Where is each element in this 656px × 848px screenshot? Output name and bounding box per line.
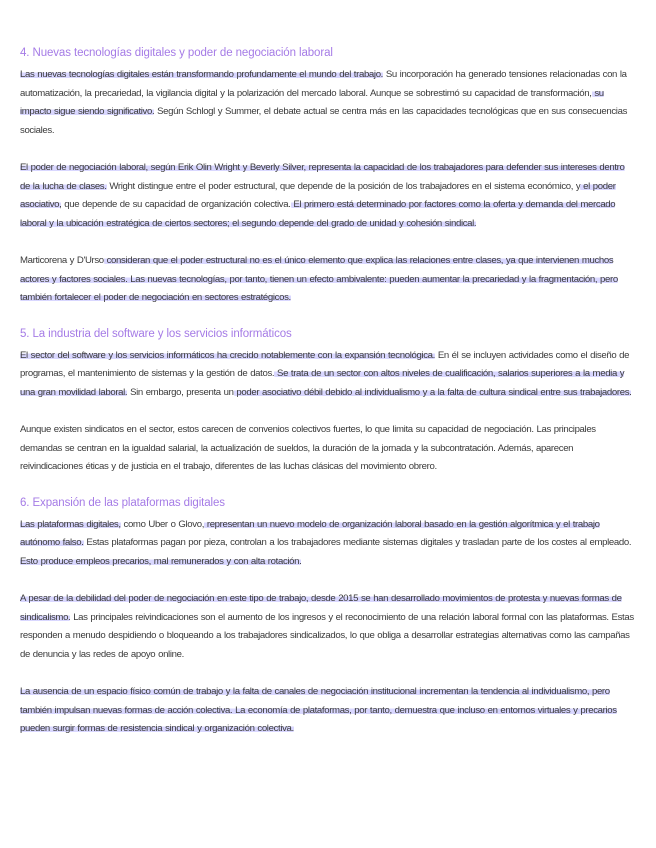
highlighted-text: Las plataformas digitales, bbox=[20, 518, 121, 530]
highlighted-text: El poder de negociación laboral, según Erik Olin Wright y Beverly Silver, representa la capacidad de los trabajadores para defender sus intereses dentro de la lucha de clases. bbox=[20, 162, 625, 192]
text-run: como Uber o Glovo, bbox=[120, 518, 205, 530]
highlighted-text: representan un nuevo modelo de organización laboral basado en la gestión algorítmica y el trabajo autónomo falso. bbox=[20, 518, 600, 548]
paragraph bbox=[20, 252, 634, 308]
paragraph bbox=[20, 683, 634, 739]
section-industria-software bbox=[20, 327, 634, 477]
section-plataformas-digitales bbox=[20, 496, 634, 739]
section-heading: 4. Nuevas tecnologías digitales y poder de negociación laboral bbox=[20, 47, 333, 59]
paragraph bbox=[20, 421, 634, 477]
highlighted-text: el poder asociativo, bbox=[20, 180, 616, 210]
highlighted-text: consideran que el poder estructural no es el único elemento que explica las relaciones entre clases, ya que intervienen muchos actores y factores sociales. Las nuevas tecnologías, por tanto, tienen un efecto ambivalente: pueden aumentar la precariedad y la fragmentación, pero también fortalecer el poder de negociación en sectores estratégicos. bbox=[20, 255, 618, 303]
highlighted-text: A pesar de la debilidad del poder de negociación en este tipo de trabajo, desde 2015 se han desarrollado movimientos de protesta y nuevas formas de sindicalismo. bbox=[20, 593, 622, 623]
text-run: Aunque existen sindicatos en el sector, estos carecen de convenios colectivos fuertes, lo que limita su capacidad de negociación. Las principales demandas se centran en la igualdad salarial, la actualización de sueldos, la duración de la jornada y la subcontratación. Además, aparecen reivindicaciones éticas y de justicia en el trabajo, diferentes de las luchas clásicas del movimiento obrero. bbox=[20, 424, 596, 472]
highlighted-text: La ausencia de un espacio físico común de trabajo y la falta de canales de negociación institucional incrementan la tendencia al individualismo, pero también impulsan nuevas formas de acción colectiva. La economía de plataformas, por tanto, demuestra que incluso en entornos virtuales y precarios pueden surgir formas de resistencia sindical y organización colectiva. bbox=[20, 686, 617, 734]
highlighted-text: El sector del software y los servicios informáticos ha crecido notablemente con la expansión tecnológica. bbox=[20, 349, 435, 361]
text-run: Su incorporación ha generado tensiones relacionadas con la automatización, la precariedad, la vigilancia digital y la polarización del mercado laboral. Aunque se sobrestimó su capacidad de transformación, bbox=[20, 69, 627, 99]
highlighted-text: Se trata de un sector con altos niveles de cualificación, salarios superiores a la media y una gran movilidad laboral. bbox=[20, 368, 625, 398]
highlighted-text: su impacto sigue siendo significativo. bbox=[20, 87, 604, 117]
paragraph bbox=[20, 516, 634, 572]
paragraph bbox=[20, 159, 634, 233]
text-run: En él se incluyen actividades como el diseño de programas, el mantenimiento de sistemas y la gestión de datos. bbox=[20, 349, 630, 379]
highlighted-text: poder asociativo débil debido al individualismo y a la falta de cultura sindical entre sus trabajadores. bbox=[233, 386, 632, 398]
text-run: Según Schlogl y Summer, el debate actual se centra más en las capacidades tecnológicas que en sus consecuencias sociales. bbox=[20, 106, 628, 136]
highlighted-text: Esto produce empleos precarios, mal remunerados y con alta rotación. bbox=[20, 555, 302, 567]
section-heading: 5. La industria del software y los servicios informáticos bbox=[20, 327, 292, 340]
section-nuevas-tecnologias bbox=[20, 46, 634, 308]
text-run: Marticorena y D'Urso bbox=[20, 255, 104, 266]
text-run: que depende de su capacidad de organización colectiva. bbox=[61, 199, 291, 210]
highlighted-text: Las nuevas tecnologías digitales están transformando profundamente el mundo del trabajo. bbox=[20, 69, 383, 80]
text-run: Sin embargo, presenta un bbox=[127, 386, 234, 398]
text-run: Estas plataformas pagan por pieza, controlan a los trabajadores mediante sistemas digitales y trasladan parte de los costes al empleado. bbox=[83, 537, 632, 548]
paragraph bbox=[20, 590, 634, 664]
section-heading: 6. Expansión de las plataformas digitales bbox=[20, 496, 225, 509]
paragraph bbox=[20, 66, 634, 140]
text-run: Las principales reivindicaciones son el aumento de los ingresos y el reconocimiento de una relación laboral formal con las plataformas. Estas responden a menudo despidiendo o bloqueando a los trabajadores sindicalizados, lo que obliga a desarrollar estrategias alternativas como las campañas de denuncia y las redes de apoyo online. bbox=[20, 611, 634, 660]
highlighted-text: El primero está determinado por factores como la oferta y demanda del mercado laboral y la ubicación estratégica de ciertos sectores; el segundo depende del grado de unidad y cohesión sindical. bbox=[20, 199, 616, 229]
paragraph bbox=[20, 347, 634, 403]
text-run: Wright distingue entre el poder estructural, que depende de la posición de los trabajadores en el sistema económico, y bbox=[106, 180, 581, 192]
